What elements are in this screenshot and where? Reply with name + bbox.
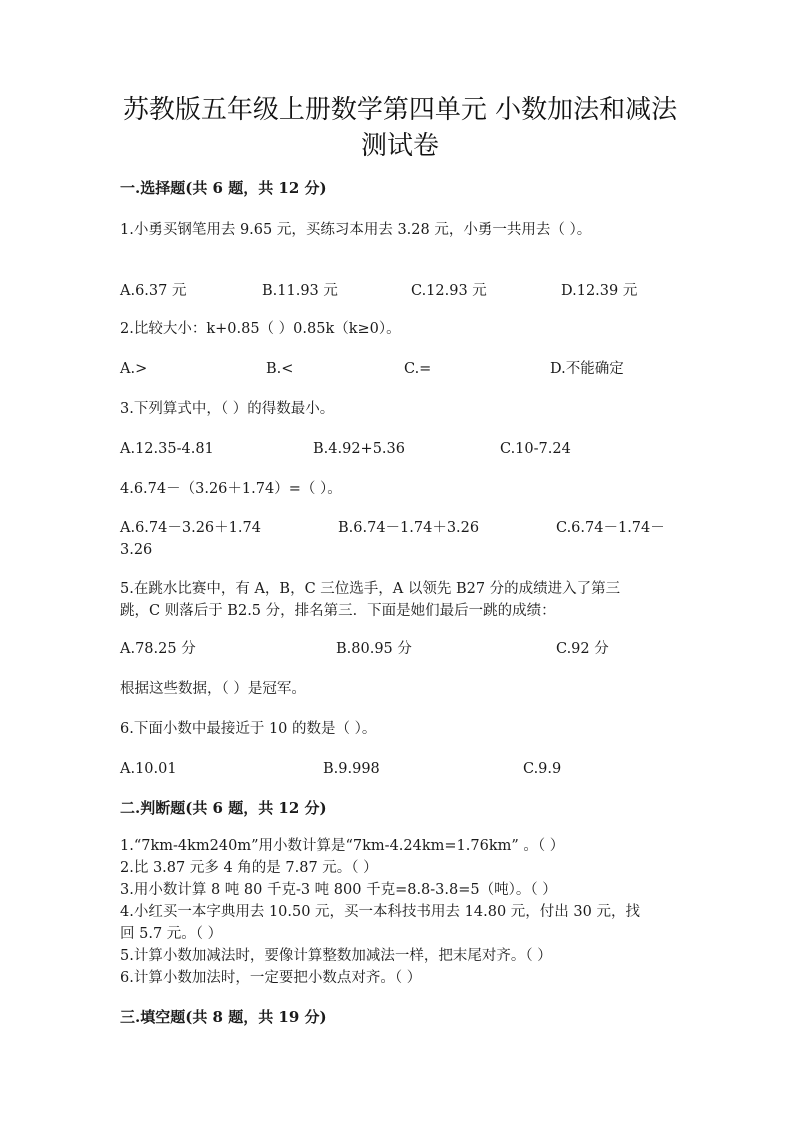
option-a: A.6.37 元 bbox=[120, 283, 187, 299]
option-b: B.4.92+5.36 bbox=[313, 441, 405, 457]
question-stem: 2.比较大小：k+0.85（ ）0.85k（k≥0）。 bbox=[120, 321, 401, 337]
option-d: D.不能确定 bbox=[550, 361, 624, 377]
judge-item: 6.计算小数加法时，一定要把小数点对齐。（ ） bbox=[120, 970, 422, 986]
question-stem: 1.小勇买钢笔用去 9.65 元，买练习本用去 3.28 元，小勇一共用去（ ）。 bbox=[120, 222, 592, 238]
option-c: C.9.9 bbox=[523, 761, 562, 777]
section-heading-choice: 一.选择题(共 6 题，共 12 分) bbox=[120, 179, 327, 197]
judge-item: 5.计算小数加减法时，要像计算整数加减法一样，把末尾对齐。（ ） bbox=[120, 948, 552, 964]
document-title-line1: 苏教版五年级上册数学第四单元 小数加法和减法 bbox=[122, 95, 678, 125]
option-d: D.12.39 元 bbox=[561, 283, 638, 299]
option-a: A.78.25 分 bbox=[120, 641, 196, 657]
option-b: B.11.93 元 bbox=[262, 283, 338, 299]
option-a: A.12.35-4.81 bbox=[120, 441, 214, 457]
question-stem-continued: 跳，C 则落后于 B2.5 分，排名第三．下面是她们最后一跳的成绩： bbox=[120, 603, 556, 619]
section-heading-fill: 三.填空题(共 8 题，共 19 分) bbox=[120, 1008, 327, 1026]
judge-item: 4.小红买一本字典用去 10.50 元，买一本科技书用去 14.80 元，付出 30 元，找 bbox=[120, 904, 640, 920]
option-c-wrap: 3.26 bbox=[120, 542, 153, 558]
option-c: C.92 分 bbox=[556, 641, 609, 657]
option-a: A.> bbox=[120, 361, 148, 377]
option-a: A.10.01 bbox=[120, 761, 177, 777]
option-b: B.80.95 分 bbox=[336, 641, 412, 657]
question-stem: 6.下面小数中最接近于 10 的数是（ ）。 bbox=[120, 721, 377, 737]
question-stem: 4.6.74－（3.26＋1.74）=（ ）。 bbox=[120, 481, 342, 497]
judge-item-continued: 回 5.7 元。（ ） bbox=[120, 926, 223, 942]
document-title-line2: 测试卷 bbox=[360, 131, 439, 161]
section-heading-judge: 二.判断题(共 6 题，共 12 分) bbox=[120, 799, 327, 817]
option-c: C.12.93 元 bbox=[411, 283, 487, 299]
question-stem: 3.下列算式中，（ ）的得数最小。 bbox=[120, 401, 335, 417]
judge-item: 3.用小数计算 8 吨 80 千克-3 吨 800 千克=8.8-3.8=5（吨）。（ ） bbox=[120, 882, 557, 898]
judge-item: 1.“7km-4km240m”用小数计算是“7km-4.24km=1.76km” 。（ ） bbox=[120, 838, 565, 854]
judge-item: 2.比 3.87 元多 4 角的是 7.87 元。（ ） bbox=[120, 860, 378, 876]
option-c: C.10-7.24 bbox=[500, 441, 571, 457]
option-b: B.6.74－1.74＋3.26 bbox=[338, 520, 480, 536]
option-c: C.6.74－1.74－ bbox=[556, 520, 665, 536]
question-followup: 根据这些数据，（ ）是冠军。 bbox=[120, 681, 306, 697]
option-a: A.6.74－3.26＋1.74 bbox=[120, 520, 261, 536]
option-b: B.< bbox=[266, 361, 294, 377]
question-stem: 5.在跳水比赛中，有 A，B，C 三位选手，A 以领先 B27 分的成绩进入了第三 bbox=[120, 581, 621, 597]
option-c: C.= bbox=[404, 361, 432, 377]
option-b: B.9.998 bbox=[323, 761, 380, 777]
